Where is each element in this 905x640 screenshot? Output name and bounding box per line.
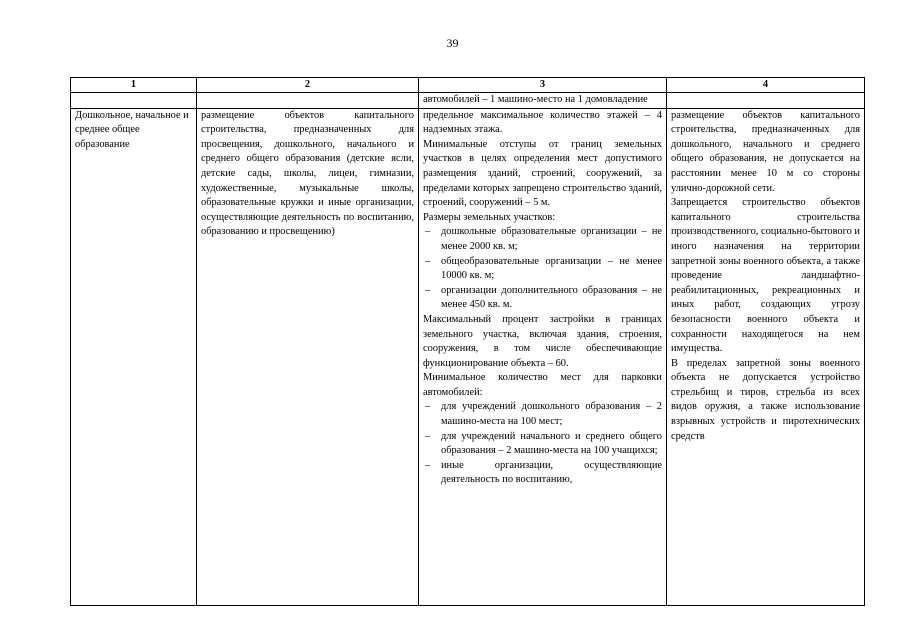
restriction-text: размещение объектов капитального строительства, предназначенных для дошкольного, начального и среднего общего образования, не допускается на расстоянии менее 10 м со стороны улично-дорожной сети. [671, 109, 860, 194]
header-cell-4: 4 [667, 78, 865, 93]
max-coverage-text: Максимальный процент застройки в границах земельного участка, включая здания, строения, сооружения, в том числе обеспечивающие функционирование объекта – 60. [423, 313, 662, 369]
continuation-cell-1 [71, 93, 197, 109]
page-number: 39 [446, 36, 459, 50]
table-header-row [71, 78, 865, 93]
header-cell-1: 1 [71, 78, 197, 93]
setbacks-text: Минимальные отступы от границ земельных участков в целях определения мест допустимого размещения зданий, строений, сооружений, за пределами которых запрещено строительство зданий, строений, сооружений – 5 м. [423, 138, 662, 209]
restriction-text: Запрещается строительство объектов капитального строительства производственного, социально-бытового и иного назначения на территории запретной зоны военного объекта, а также проведение ландшафтно-реабилитационных, рекреационных и иных работ, создающих угрозу безопасности военного объекта и сохранности находящегося на нем имущества. [671, 197, 860, 355]
table-row [71, 108, 865, 605]
continuation-row [71, 93, 865, 109]
restrictions-cell [667, 108, 865, 605]
list-item: – для учреждений дошкольного образования – 2 машино-места на 100 мест; [423, 400, 662, 429]
list-item: – общеобразовательные организации – не менее 10000 кв. м; [423, 255, 662, 284]
restriction-text: В пределах запретной зоны военного объекта не допускается устройство стрельбищ и тиров, стрельба из всех видов оружия, а также использование взрывных устройств и пиротехнических средств [671, 357, 860, 442]
building-parameters-cell [419, 108, 667, 605]
parking-list [423, 400, 662, 488]
max-floors-text: предельное максимальное количество этажей – 4 надземных этажа. [423, 109, 662, 136]
list-item: – организации дополнительного образования – не менее 450 кв. м. [423, 284, 662, 313]
land-use-type-cell [71, 108, 197, 605]
land-use-type: Дошкольное, начальное и среднее общее образование [75, 109, 189, 150]
plot-sizes-list [423, 225, 662, 313]
plot-sizes-heading: Размеры земельных участков: [423, 211, 556, 223]
continuation-text: автомобилей – 1 машино-место на 1 домовладение [423, 94, 648, 105]
continuation-cell-3 [419, 93, 667, 109]
header-cell-3: 3 [419, 78, 667, 93]
list-item: – дошкольные образовательные организации – не менее 2000 кв. м; [423, 225, 662, 254]
header-cell-2: 2 [197, 78, 419, 93]
parking-heading: Минимальное количество мест для парковки автомобилей: [423, 372, 662, 398]
continuation-cell-4 [667, 93, 865, 109]
continuation-cell-2 [197, 93, 419, 109]
zoning-regulations-table [70, 77, 865, 606]
list-item: – иные организации, осуществляющие деятельность по воспитанию, [423, 459, 662, 488]
permitted-use-description-cell [197, 108, 419, 605]
list-item: – для учреждений начального и среднего общего образования – 2 машино-места на 100 учащихся; [423, 430, 662, 459]
permitted-use-description: размещение объектов капитального строительства, предназначенных для просвещения, дошкольного, начального и среднего общего образования (детские ясли, детские сады, школы, лицеи, гимназии, художественные, музыкальные школы, образовательные кружки и иные организации, осуществляющие деятельность по воспитанию, образованию и просвещению) [201, 109, 414, 238]
